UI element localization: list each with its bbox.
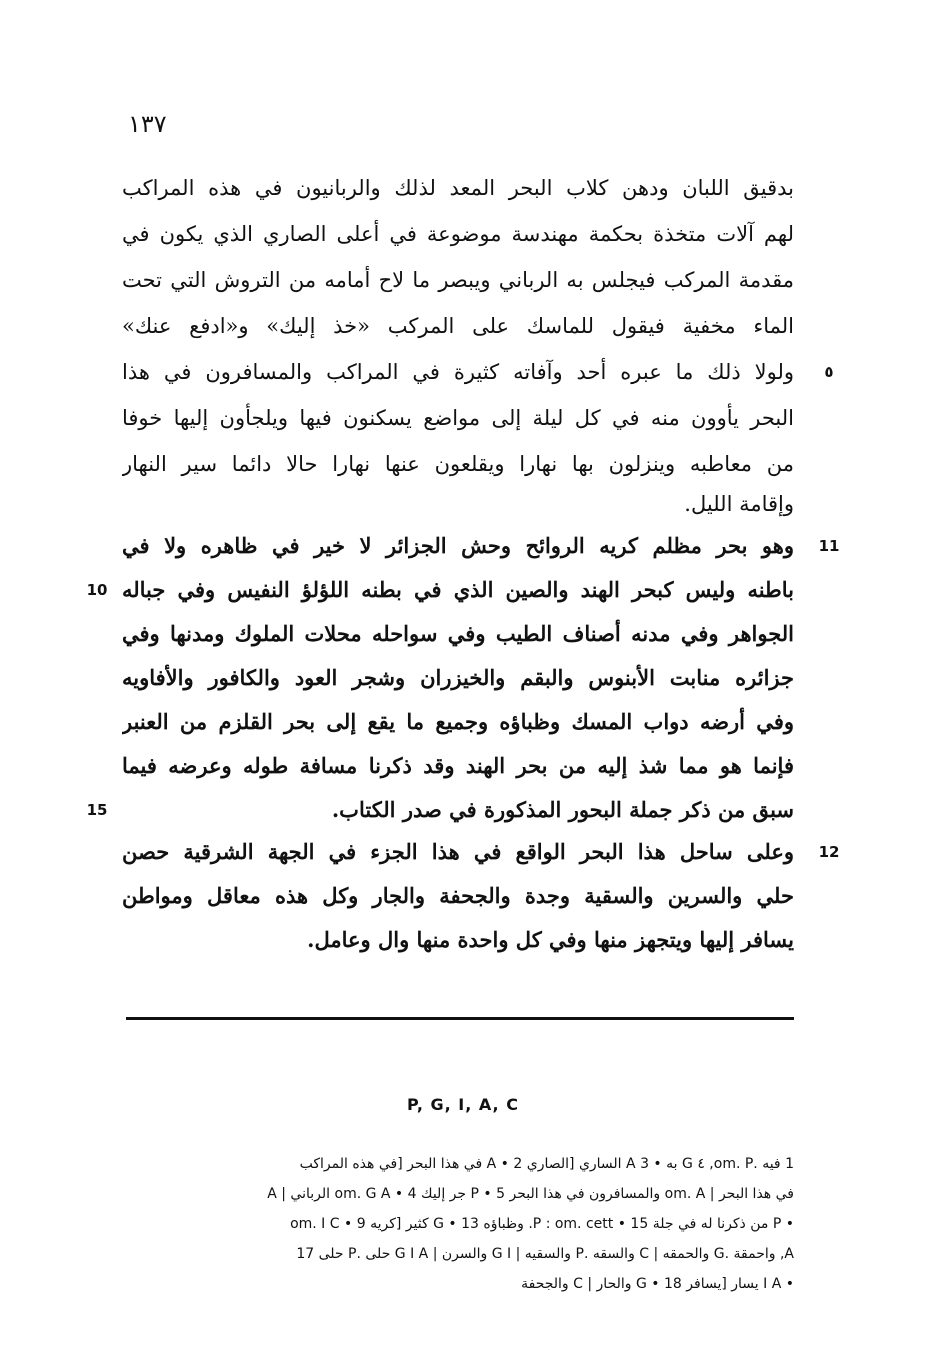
text-line: يسافر إليها ويتجهز منها وفي كل واحدة منها وال وعامل. bbox=[307, 927, 794, 952]
page-number: ١٣٧ bbox=[128, 110, 167, 138]
text-line: مقدمة المركب فيجلس به الرباني ويبصر ما لاح أمامه من التروش التي تحت bbox=[122, 268, 794, 292]
text-line: ولولا ذلك ما عبره أحد وآفاته كثيرة في المراكب والمسافرون في هذا bbox=[122, 360, 794, 384]
manuscript-sigla: P, G, I, A, C bbox=[407, 1095, 519, 1114]
text-line: لهم آلات متخذة بحكمة مهندسة موضوعة في أعلى الصاري الذي يكون في bbox=[122, 222, 794, 246]
apparatus-line: • P من ذكرنا له في جلة 15 • P : om. cett. وظباؤه 13 • G كثير [كريه 9 • om. I C bbox=[290, 1216, 794, 1232]
section-number-12: 12 bbox=[818, 843, 840, 861]
line-number-15: 15 bbox=[86, 801, 108, 819]
text-line: من معاطبه وينزلون بها نهارا ويقلعون عنها نهارا حالا دائما سير النهار bbox=[122, 452, 794, 476]
text-line: الماء مخفية فيقول للماسك على المركب «خذ إليك» و«ادفع عنك» bbox=[122, 314, 794, 338]
apparatus-line: 1 فيه .om. P, ٤ G به • 3 A الساري [الصاري 2 • A في هذا البحر [في هذه المراكب bbox=[299, 1156, 794, 1172]
line-number-5: ٥ bbox=[824, 363, 834, 381]
text-line: جزائره منابت الأبنوس والبقم والخيزران وشجر العود والكافور والأفاويه bbox=[122, 665, 794, 690]
text-line: الجواهر وفي مدنه أصناف الطيب وفي سواحله محلات الملوك ومدنها وفي bbox=[122, 621, 794, 646]
text-line: وهو بحر مظلم كريه الروائح وحش الجزائر لا خير في ظاهره ولا في bbox=[122, 533, 794, 558]
footnote-divider bbox=[126, 1017, 794, 1020]
apparatus-line: • I A يسار [يسافر 18 • G والحار | C والجحفة bbox=[521, 1276, 794, 1292]
text-line: فإنما هو مما شذ إليه من بحر الهند وقد ذكرنا مسافة طوله وعرضه فيما bbox=[122, 753, 794, 778]
apparatus-line: A, واحمقة .G والحمقه | C والسقه .P والسقيه | G I والسرن | G I A حلى .P حلى 17 bbox=[296, 1246, 794, 1262]
text-line: باطنه وليس كبحر الهند والصين الذي في بطنه اللؤلؤ النفيس وفي جباله bbox=[122, 577, 794, 602]
text-line: وإقامة الليل. bbox=[684, 492, 794, 516]
line-number-10: 10 bbox=[86, 581, 108, 599]
text-line: بدقيق اللبان ودهن كلاب البحر المعد لذلك والربانيون في هذه المراكب bbox=[122, 176, 794, 200]
text-line: حلي والسرين والسقية وجدة والجحفة والجار وكل هذه معاقل ومواطن bbox=[122, 883, 794, 908]
text-line: وعلى ساحل هذا البحر الواقع في هذا الجزء في الجهة الشرقية حصن bbox=[122, 839, 794, 864]
apparatus-line: في هذا البحر | om. A والمسافرون في هذا البحر 5 • P جر إليك 4 • om. G A الرباني | A bbox=[267, 1186, 794, 1202]
text-line: البحر يأوون منه في كل ليلة إلى مواضع يسكنون فيها ويلجأون إليها خوفا bbox=[122, 406, 794, 430]
section-number-11: 11 bbox=[818, 537, 840, 555]
text-line: وفي أرضه دواب المسك وظباؤه وجميع ما يقع إلى بحر القلزم من العنبر bbox=[122, 709, 794, 734]
text-line: سبق من ذكر جملة البحور المذكورة في صدر الكتاب. bbox=[331, 797, 794, 822]
